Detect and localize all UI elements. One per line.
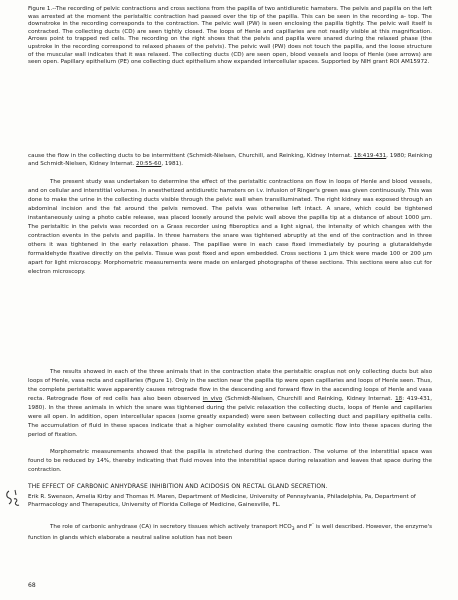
fluoride-superscript: -	[312, 522, 314, 527]
refs-text-2: , 1980; Reinking and Schmidt-Nielsen, Kidney Internat.	[28, 153, 432, 168]
page-number: 68	[28, 582, 36, 589]
methods-paragraph: The present study was undertaken to determine the effect of the peristaltic contractions on flow in loops of Henle and blood vessels, and on cellular and interstitial volumes. In anesthetized antidiuretic hamsters on i.v. infusion of Ringer's green was given continuously. This was done to make the urine in the collecting ducts visible through the pelvic wall when transilluminated. The right kidney was exposed through an abdominal incision and the fat around the pelvis removed. The pelvis was otherwise left intact. A snare, which could be tightened instantaneously using a photo cable release, was placed loosely around the pelvic wall above the papilla tip at a distance of about 1000 µm. The peristaltic in the pelvis was recorded on a Grass recorder using fiberoptics and a light signal, the intensity of which changes with the contraction events in the pelvis and papilla. In three hamsters the snare was tightened abruptly at the end of the contraction and in three others it was tightened in the early relaxation phase. The papillae were in each case fixed immediately by pouring a glutaraldehyde formaldehyde fixative directly on the pelvis. Tissue was post fixed and epon embedded. Cross sections 1 µm thick were made 100 or 200 µm apart for light microscopy. Morphometric measurements were made on enlarged photographs of these sections. This sections were also cut for electron microscopy.	[28, 179, 432, 275]
refs-text-3: , 1981).	[161, 161, 184, 168]
abstract-text-c: is well described. However, the enzyme's function in glands which elaborate a neutral saline solution has not been	[28, 523, 432, 541]
abstract-text-b: and F	[294, 523, 313, 530]
morphometric-paragraph: Morphometric measurements showed that the papilla is stretched during the contraction. The volume of the interstitial space was found to be reduced by 14%, thereby indicating that fluid moves into the interstitial space during relaxation and leaves that space during the contraction.	[28, 449, 432, 473]
refs-citation-volume-2: 20:55-60	[136, 161, 162, 168]
abstract-text-a: The role of carbonic anhydrase (CA) in secretory tissues which actively transport HCO	[50, 523, 292, 530]
figure-caption: Figure 1.--The recording of pelvic contractions and cross sections from the papilla of two antidiuretic hamsters. The pelvis and papilla on the left was arrested at the moment the peristaltic contraction had passed over the tip of the papilla. This can be seen in the recording a- top. The downstroke in the recording corresponds to the contraction. The pelvic wall (PW) is seen enclosing the papilla tightly. The pelvic wall itself is contracted. The collecting ducts (CD) are seen tightly closed. The loops of Henle and capillaries are not readily visible at this magnification. Arrows point to trapped red cells. The recording on the right shows that the pelvis and papilla were snared during the relaxed phase (the upstroke in the recording correspond to relaxed phases of the pelvis). The pelvic wall (PW) does not touch the papilla, and the loose structure of the muscular wall indicates that it was relaxed. The collecting ducts (CD) are seen open, blood vessels and loops of Henle (see arrows) are seen open. Papillary epithelium (PE) one collecting duct epithelium show expanded intercellular spaces. Supported by NIH grant ROI AM15972.	[28, 6, 432, 66]
abstract-paragraph	[28, 520, 432, 543]
in-vivo-text: in vivo	[202, 396, 223, 402]
results-citation-volume: 18	[395, 396, 403, 402]
hco3-subscript: 3	[291, 526, 295, 532]
results-text-c: : 419-431, 1980). In the three animals in which the snare was tightened during the pelvic relaxation the collecting ducts, loops of Henle and capillaries were all open. In addition, open intercellular spaces (some greatly expanded) were seen between collecting duct and papillary epithelia cells. The accumulation of fluid in these spaces indicate that a higher osmolality existed there causing osmotic flow into these spaces during the period of fixation.	[28, 396, 432, 438]
results-text-b: (Schmidt-Nielsen, Churchill and Reinking, Kidney Internat.	[225, 396, 393, 402]
author-affiliation: Erik R. Swenson, Amelia Kirby and Thomas H. Maren, Department of Medicine, University of Pennsylvania, Philadelphia, Pa, Department of Pharmacology and Therapeutics, University of Florida College of Medicine, Gainesville, FL.	[28, 494, 416, 508]
reference-paragraph	[28, 152, 432, 168]
section-title: THE EFFECT OF CARBONIC ANHYDRASE INHIBITION AND ACIDOSIS ON RECTAL GLAND SECRETION.	[28, 484, 328, 490]
refs-text: cause the flow in the collecting ducts to be intermittent (Schmidt-Nielsen, Churchill, and Reinking, Kidney Internat.	[28, 153, 352, 159]
results-text-a: The results showed in each of the three animals that in the contraction state the peristaltic oraplus not only collecting ducts but also loops of Henle, vasa recta and capillaries (Figure 1). Only in the section near the papilla tip were open capillaries and loops of Henle seen. Thus, the complete peristaltic wave apparently causes retrograde flow in the descending and forward flow in the ascending loops of Henle and vasa recta. Retrograde flow of red cells has also been observed	[28, 369, 433, 402]
handwritten-margin-annotation	[3, 487, 23, 509]
results-paragraph	[28, 368, 432, 440]
refs-citation-volume-1: 18:419-431	[353, 153, 387, 159]
